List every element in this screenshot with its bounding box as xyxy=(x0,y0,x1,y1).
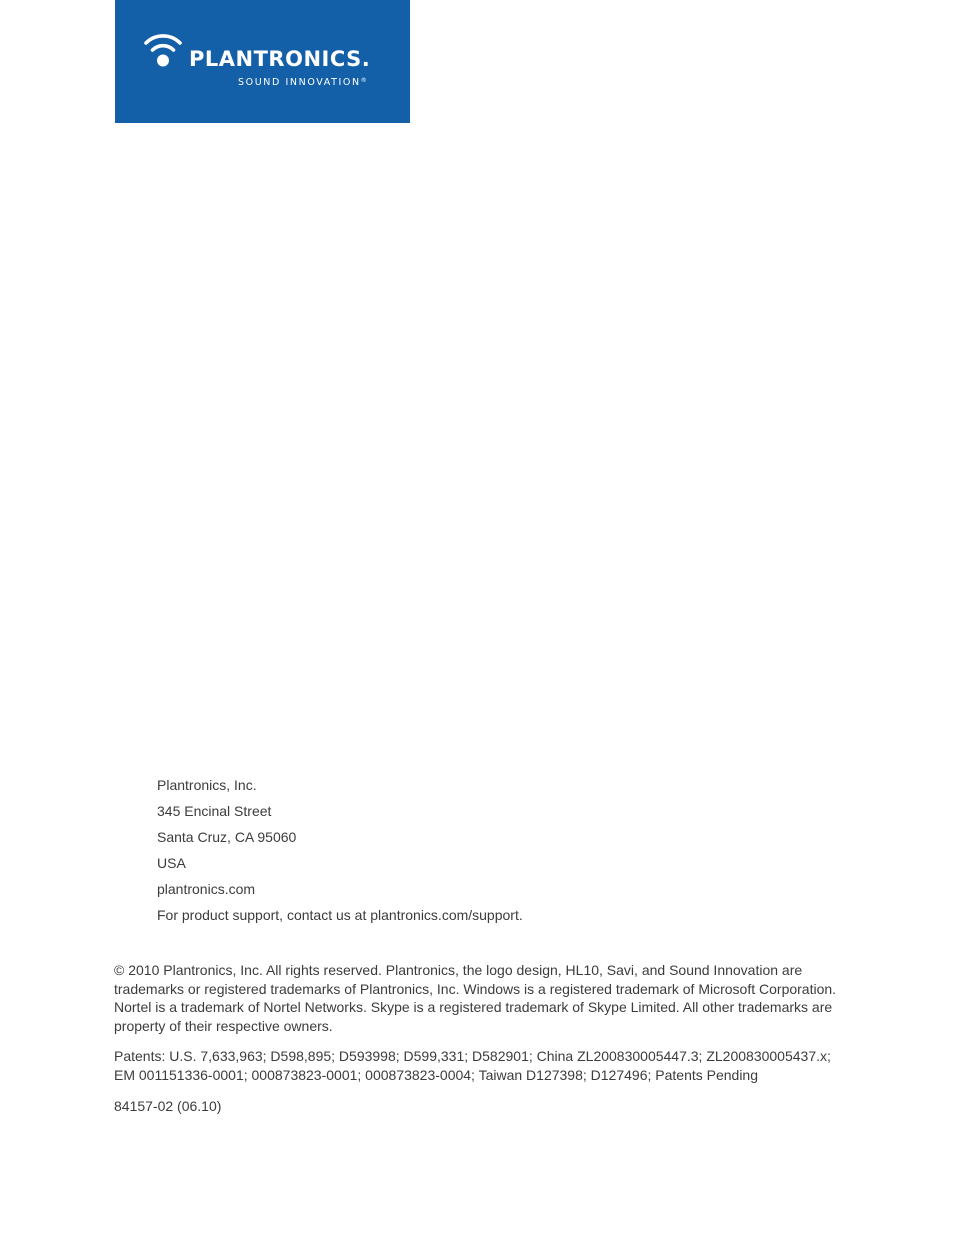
brand-tagline: SOUND INNOVATION® xyxy=(238,77,367,88)
legal-notice xyxy=(114,961,844,1115)
plantronics-logo xyxy=(115,0,410,123)
wifi-signal-icon xyxy=(143,30,183,72)
part-number: 84157-02 (06.10) xyxy=(114,1097,222,1114)
copyright-notice: © 2010 Plantronics, Inc. All rights reserved. Plantronics, the logo design, HL10, Savi, and Sound Innovation are trademarks or registered trademarks of Plantronics, Inc. Windows is a registered trademark of Microsoft Corporation. Nortel is a trademark of Nortel Networks. Skype is a registered trademark of Skype Limited. All other trademarks are property of their respective owners. xyxy=(114,962,837,1034)
country: USA xyxy=(157,854,186,871)
city-state-zip: Santa Cruz, CA 95060 xyxy=(157,828,297,845)
website: plantronics.com xyxy=(157,880,256,897)
company-name: Plantronics, Inc. xyxy=(157,777,257,793)
patents-notice: Patents: U.S. 7,633,963; D598,895; D593998; D599,331; D582901; China ZL200830005447.3; ZL200830005437.x; EM 001151336-0001; 000873823-0001; 000873823-0004; Taiwan D127398; D127496; Patents Pending xyxy=(114,1048,831,1083)
trademark-symbol: ® xyxy=(360,77,367,84)
street-address: 345 Encinal Street xyxy=(157,802,272,819)
support-info: For product support, contact us at plantronics.com/support. xyxy=(157,906,523,923)
brand-wordmark: PLANTRONICS. xyxy=(189,47,371,71)
company-address xyxy=(157,773,523,928)
